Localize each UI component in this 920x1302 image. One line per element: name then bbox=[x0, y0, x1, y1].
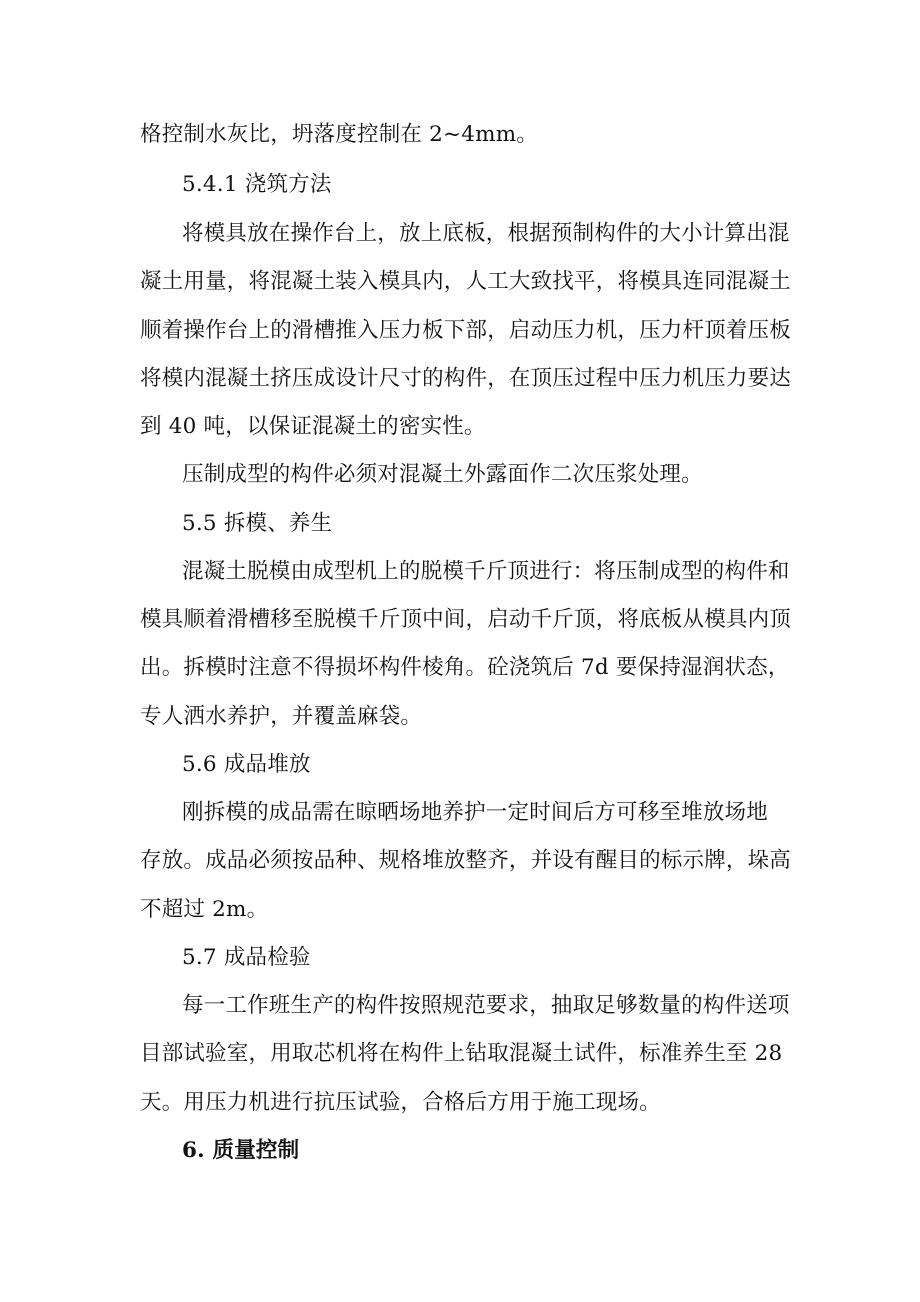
paragraph-line: 存放。成品必须按品种、规格堆放整齐，并设有醒目的标示牌，垛高 bbox=[140, 848, 792, 873]
paragraph-line: 顺着操作台上的滑槽推入压力板下部，启动压力机，压力杆顶着压板 bbox=[140, 318, 792, 343]
paragraph-line: 将模内混凝土挤压成设计尺寸的构件，在顶压过程中压力机压力要达 bbox=[140, 366, 792, 391]
paragraph-line: 天。用压力机进行抗压试验，合格后方用于施工现场。 bbox=[140, 1090, 661, 1115]
paragraph-line: 到 40 吨，以保证混凝土的密实性。 bbox=[140, 414, 486, 439]
paragraph-line: 目部试验室，用取芯机将在构件上钻取混凝土试件，标准养生至 28 bbox=[140, 1041, 783, 1066]
paragraph-line: 将模具放在操作台上，放上底板，根据预制构件的大小计算出混 bbox=[182, 221, 790, 246]
section-heading-5-4-1: 5.4.1 浇筑方法 bbox=[182, 172, 332, 197]
paragraph-line: 模具顺着滑槽移至脱模千斤顶中间，启动千斤顶，将底板从模具内顶 bbox=[140, 607, 792, 632]
paragraph-line: 刚拆模的成品需在晾晒场地养护一定时间后方可移至堆放场地 bbox=[182, 800, 768, 825]
section-heading-5-6: 5.6 成品堆放 bbox=[182, 752, 311, 777]
paragraph-line: 格控制水灰比，坍落度控制在 2~4mm。 bbox=[140, 122, 538, 147]
paragraph-line: 专人洒水养护，并覆盖麻袋。 bbox=[140, 704, 423, 729]
paragraph-line: 混凝土脱模由成型机上的脱模千斤顶进行：将压制成型的构件和 bbox=[182, 559, 790, 584]
paragraph-line: 凝土用量，将混凝土装入模具内，人工大致找平，将模具连同混凝土 bbox=[140, 269, 792, 294]
section-heading-5-5: 5.5 拆模、养生 bbox=[182, 511, 333, 536]
paragraph-line: 不超过 2m。 bbox=[140, 897, 269, 922]
section-heading-5-7: 5.7 成品检验 bbox=[182, 945, 311, 970]
section-heading-6: 6. 质量控制 bbox=[182, 1138, 300, 1163]
paragraph-line: 出。拆模时注意不得损坏构件棱角。砼浇筑后 7d 要保持湿润状态， bbox=[140, 655, 790, 680]
paragraph-line: 压制成型的构件必须对混凝土外露面作二次压浆处理。 bbox=[182, 462, 703, 487]
paragraph-line: 每一工作班生产的构件按照规范要求，抽取足够数量的构件送项 bbox=[182, 993, 790, 1018]
